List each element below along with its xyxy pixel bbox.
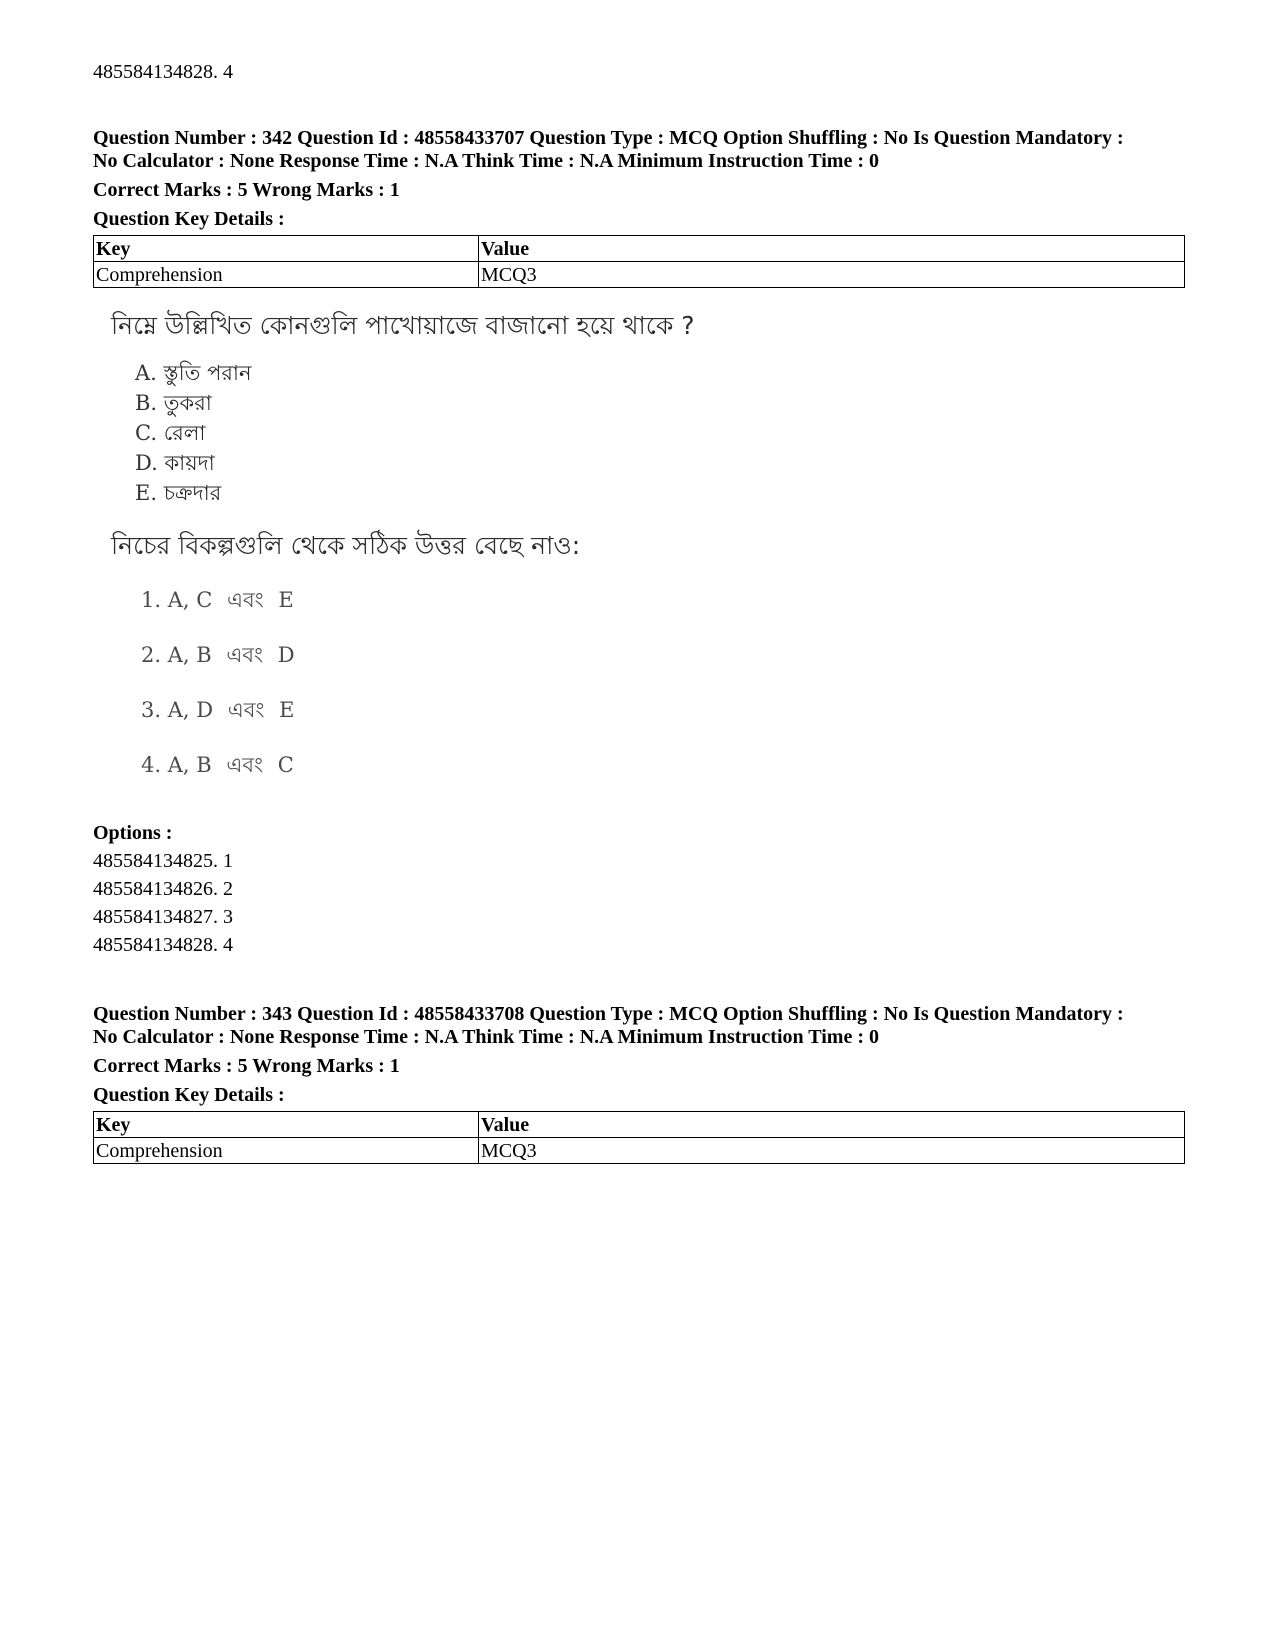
choice-prefix: 3. A, D bbox=[141, 698, 214, 722]
question-342-options bbox=[93, 820, 233, 959]
value-column-header: Value bbox=[479, 1112, 1185, 1138]
value-column-header: Value bbox=[479, 236, 1185, 262]
statement-d bbox=[135, 448, 215, 478]
statement-text: কায়দা bbox=[164, 451, 215, 475]
statement-label: A. bbox=[135, 361, 157, 385]
key-cell: Comprehension bbox=[94, 1138, 479, 1164]
question-342-header-line2: No Calculator : None Response Time : N.A Think Time : N.A Minimum Instruction Time : 0 bbox=[93, 150, 879, 172]
statement-text: চক্রদার bbox=[163, 481, 222, 505]
option-item: 485584134826. 2 bbox=[93, 878, 233, 900]
choice-3 bbox=[141, 695, 295, 725]
choice-prefix: 2. A, B bbox=[141, 643, 212, 667]
question-342-header-line1: Question Number : 342 Question Id : 48558433707 Question Type : MCQ Option Shuffling : No Is Question Mandatory : bbox=[93, 127, 1124, 149]
option-item: 485584134827. 3 bbox=[93, 906, 233, 928]
key-table-header-row bbox=[94, 236, 1185, 262]
sub-prompt: নিচের বিকল্পগুলি থেকে সঠিক উত্তর বেছে নাও: bbox=[111, 531, 581, 560]
choice-2 bbox=[141, 640, 295, 670]
key-column-header: Key bbox=[94, 236, 479, 262]
key-cell: Comprehension bbox=[94, 262, 479, 288]
question-343-header-line1: Question Number : 343 Question Id : 48558433708 Question Type : MCQ Option Shuffling : No Is Question Mandatory : bbox=[93, 1003, 1124, 1025]
option-item: 485584134825. 1 bbox=[93, 850, 233, 872]
previous-answer-line: 485584134828. 4 bbox=[93, 61, 233, 83]
value-cell: MCQ3 bbox=[479, 1138, 1185, 1164]
statement-label: E. bbox=[135, 481, 158, 505]
question-342-content bbox=[111, 308, 811, 808]
choice-suffix: C bbox=[277, 753, 294, 777]
question-343-header bbox=[93, 1003, 1185, 1049]
question-343-key-table bbox=[93, 1111, 1185, 1164]
choice-conjunction: এবং bbox=[226, 643, 264, 667]
question-342-block bbox=[93, 127, 1185, 288]
choice-4 bbox=[141, 750, 294, 780]
options-label: Options : bbox=[93, 822, 173, 844]
key-table-row bbox=[94, 1138, 1185, 1164]
choice-suffix: E bbox=[278, 588, 294, 612]
statement-a bbox=[135, 358, 252, 388]
value-cell: MCQ3 bbox=[479, 262, 1185, 288]
statement-b bbox=[135, 388, 212, 418]
statement-e bbox=[135, 478, 221, 508]
question-342-marks: Correct Marks : 5 Wrong Marks : 1 bbox=[93, 179, 400, 201]
statement-label: B. bbox=[135, 391, 158, 415]
question-342-key-details-label: Question Key Details : bbox=[93, 208, 285, 230]
key-table-row bbox=[94, 262, 1185, 288]
question-343-key-details-label: Question Key Details : bbox=[93, 1084, 285, 1106]
choice-prefix: 4. A, B bbox=[141, 753, 212, 777]
statement-label: C. bbox=[135, 421, 157, 445]
question-342-header bbox=[93, 127, 1185, 173]
key-column-header: Key bbox=[94, 1112, 479, 1138]
choice-conjunction: এবং bbox=[226, 753, 264, 777]
statement-text: স্তুতি পরান bbox=[163, 361, 252, 385]
option-item: 485584134828. 4 bbox=[93, 934, 233, 956]
statement-text: রেলা bbox=[163, 421, 206, 445]
choice-1 bbox=[141, 585, 294, 615]
choice-prefix: 1. A, C bbox=[141, 588, 213, 612]
question-343-header-line2: No Calculator : None Response Time : N.A Think Time : N.A Minimum Instruction Time : 0 bbox=[93, 1026, 879, 1048]
question-342-key-table bbox=[93, 235, 1185, 288]
choice-conjunction: এবং bbox=[227, 698, 265, 722]
question-343-block bbox=[93, 1003, 1185, 1164]
choice-suffix: E bbox=[279, 698, 295, 722]
statement-label: D. bbox=[135, 451, 158, 475]
question-343-marks: Correct Marks : 5 Wrong Marks : 1 bbox=[93, 1055, 400, 1077]
choice-suffix: D bbox=[277, 643, 295, 667]
statement-text: তুকরা bbox=[163, 391, 212, 415]
statement-c bbox=[135, 418, 206, 448]
key-table-header-row bbox=[94, 1112, 1185, 1138]
choice-conjunction: এবং bbox=[226, 588, 264, 612]
question-stem: নিম্নে উল্লিখিত কোনগুলি পাখোয়াজে বাজানো হয়ে থাকে ? bbox=[111, 311, 695, 340]
